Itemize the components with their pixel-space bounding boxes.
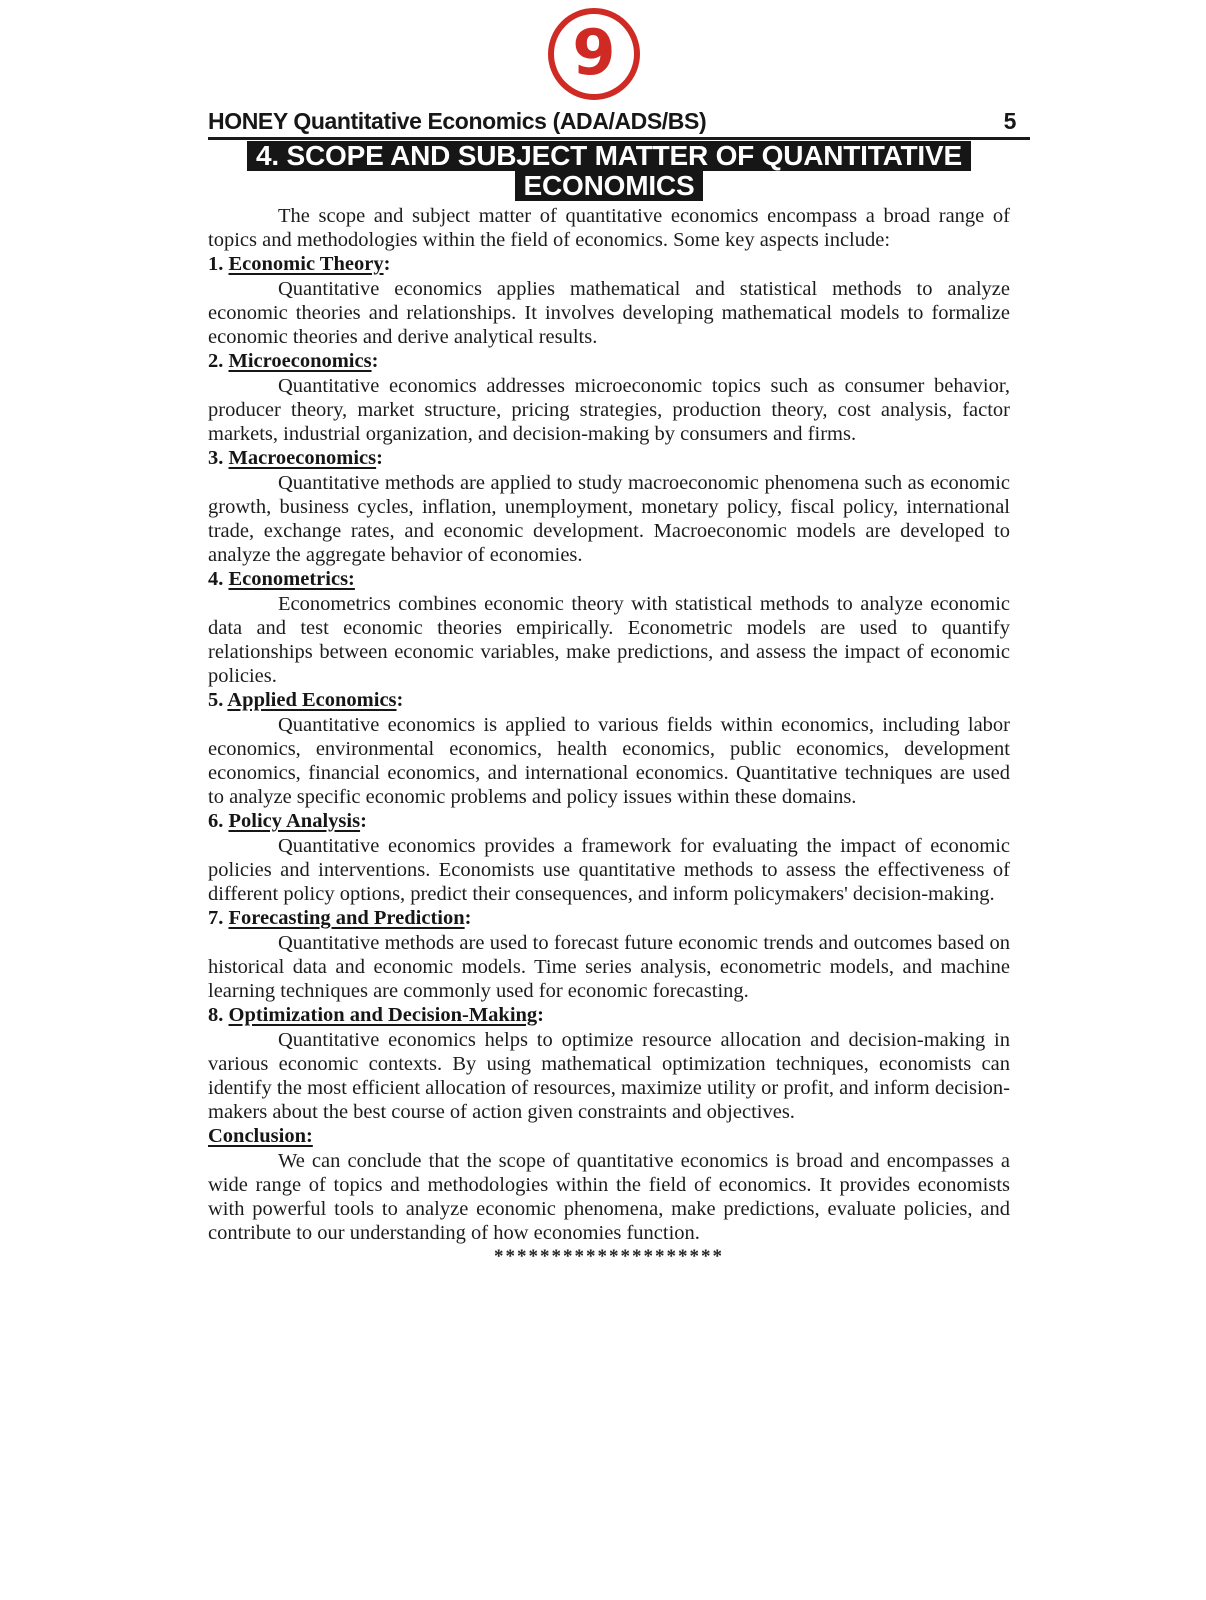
section-title: Applied Economics [227, 689, 397, 711]
section-paragraph: Quantitative economics is applied to various fields within economics, including labor economics, environmental economics, health economics, public economics, development economics, financial economics, and international economics. Quantitative techniques are used to analyze specific economic problems and policy issues within these domains. [208, 714, 1010, 808]
section-title: Microeconomics [228, 350, 372, 372]
section-number: 8. [208, 1004, 229, 1026]
section-paragraph: Quantitative methods are applied to study macroeconomic phenomena such as economic growth, business cycles, inflation, unemployment, monetary policy, fiscal policy, international trade, exchange rates, and economic development. Macroeconomic models are developed to analyze the aggregate behavior of economies. [208, 472, 1010, 566]
section-paragraph: Quantitative economics provides a framework for evaluating the impact of economic policies and interventions. Economists use quantitative methods to assess the effectiveness of different policy options, predict their consequences, and inform policymakers' decision-making. [208, 835, 1010, 905]
section-title: Conclusion: [208, 1125, 313, 1147]
section-heading [208, 688, 1010, 713]
section-paragraph: Quantitative methods are used to forecast future economic trends and outcomes based on historical data and economic models. Time series analysis, econometric models, and machine learning techniques are commonly used for economic forecasting. [208, 932, 1010, 1002]
section-heading [208, 252, 1010, 277]
section-title-suffix: : [396, 689, 404, 711]
section-number: 3. [208, 447, 229, 469]
page-number: 5 [1003, 108, 1016, 134]
section-number: 4. [208, 568, 229, 590]
section-heading [208, 1124, 1010, 1149]
section-title-suffix: : [371, 350, 379, 372]
section-heading [208, 1003, 1010, 1028]
section-heading [208, 809, 1010, 834]
section-title-suffix: : [537, 1004, 544, 1026]
section-title-banner [208, 141, 1010, 201]
section-heading [208, 906, 1010, 931]
section-heading [208, 446, 1010, 471]
chapter-number: 9 [572, 15, 616, 89]
section-title: Optimization and Decision-Making [228, 1004, 538, 1026]
section-title-suffix: : [383, 253, 391, 275]
section-heading [208, 567, 1010, 592]
section-paragraph: Quantitative economics helps to optimize resource allocation and decision-making in various economic contexts. By using mathematical optimization techniques, economists can identify the most efficient allocation of resources, maximize utility or profit, and inform decision-makers about the best course of action given constraints and objectives. [208, 1029, 1010, 1123]
section-paragraph: Quantitative economics applies mathematical and statistical methods to analyze economic theories and relationships. It involves developing mathematical models to formalize economic theories and derive analytical results. [208, 278, 1010, 348]
section-title: Forecasting and Prediction [228, 907, 465, 929]
section-number: 6. [208, 810, 229, 832]
section-paragraph: We can conclude that the scope of quantitative economics is broad and encompasses a wide range of topics and methodologies within the field of economics. It provides economists with powerful tools to analyze economic phenomena, make predictions, evaluate policies, and contribute to our understanding of how economies function. [208, 1150, 1010, 1244]
page-header [208, 108, 1030, 140]
intro-paragraph: The scope and subject matter of quantitative economics encompass a broad range of topics and methodologies within the field of economics. Some key aspects include: [208, 205, 1010, 251]
section-heading [208, 349, 1010, 374]
section-title: Macroeconomics [228, 447, 377, 469]
section-number: 5. [208, 689, 228, 711]
banner-title-line-2: ECONOMICS [515, 171, 704, 201]
section-title: Econometrics: [228, 568, 355, 590]
section-number: 7. [208, 907, 229, 929]
section-title-suffix: : [464, 907, 472, 929]
page-content [208, 108, 1016, 1269]
header-title: HONEY Quantitative Economics (ADA/ADS/BS) [208, 108, 707, 134]
section-title: Economic Theory [228, 253, 384, 275]
section-title-suffix: : [360, 810, 367, 832]
section-title: Policy Analysis [228, 810, 361, 832]
section-paragraph: Econometrics combines economic theory with statistical methods to analyze economic data and test economic theories empirically. Econometric models are used to quantify relationships between economic variables, make predictions, and assess the impact of economic policies. [208, 593, 1010, 687]
section-number: 1. [208, 253, 229, 275]
section-number: 2. [208, 350, 229, 372]
sections-container [208, 252, 1010, 1245]
asterisk-divider: ******************** [494, 1246, 724, 1267]
section-paragraph: Quantitative economics addresses microeconomic topics such as consumer behavior, producer theory, market structure, pricing strategies, production theory, cost analysis, factor markets, industrial organization, and decision-making by consumers and firms. [208, 375, 1010, 445]
banner-title-line-1: 4. SCOPE AND SUBJECT MATTER OF QUANTITATIVE [247, 141, 971, 171]
section-title-suffix: : [376, 447, 383, 469]
chapter-number-badge [548, 8, 640, 100]
